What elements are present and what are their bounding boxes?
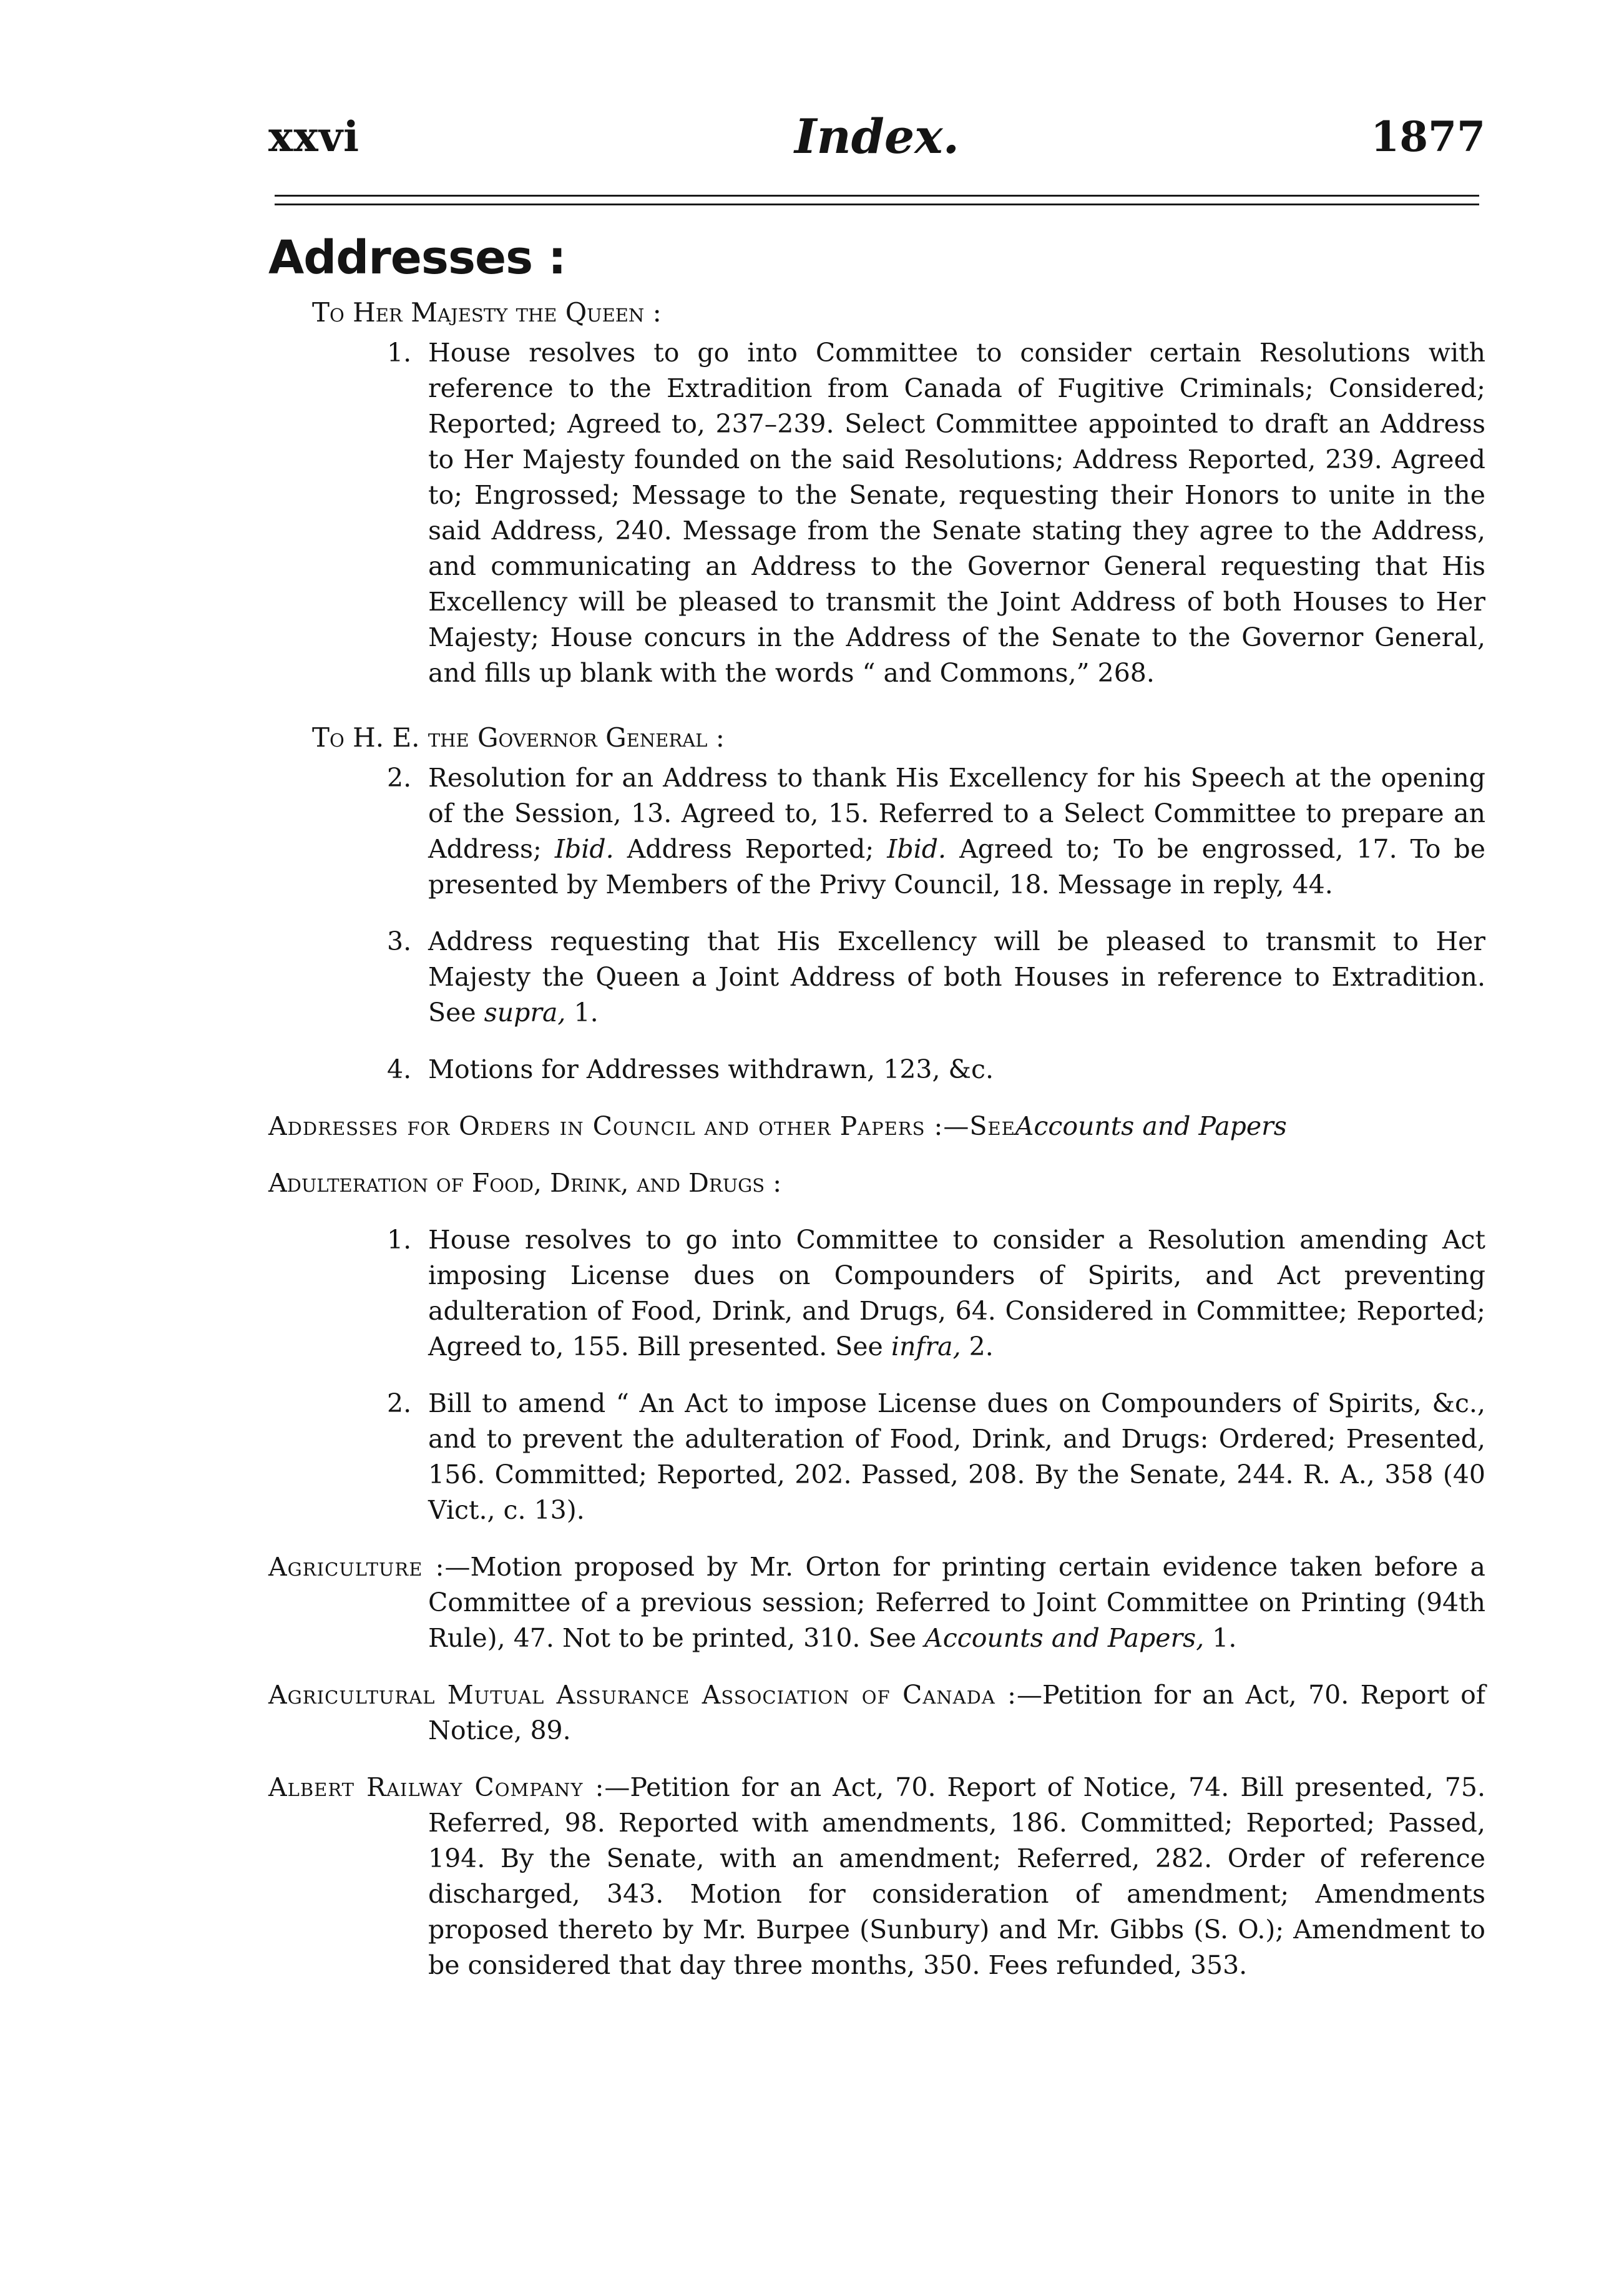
entry-number: 1. xyxy=(387,1225,412,1255)
subheading-governor: To H. E. the Governor General : xyxy=(312,722,725,753)
entry-text: —Petition for an Act, 70. Report of Notice, 74. Bill presented, 75. Referred, 98. Reported with amendments, 186. Committed; Reported; Passed, 194. By the Senate, with an amendment; Referred, 282. Order of reference discharged, 343. Motion for consideration of amendment; Amendments proposed thereto by Mr. Burpee (Sunbury) and Mr. Gibbs (S. O.); Amendment to be considered that day three months, 350. Fees refunded, 353. xyxy=(428,1772,1485,1980)
entry-text: Motions for Addresses withdrawn, 123, &c. xyxy=(428,1054,994,1084)
entry-heading: Addresses for Orders in Council and other Papers :—See xyxy=(268,1111,1015,1141)
year: 1877 xyxy=(1371,112,1485,161)
entry-heading: Agricultural Mutual Assurance Association of Canada : xyxy=(268,1680,1017,1710)
entry-text: Agreed to; To be engrossed, 17. To be presented by Members of the Privy Council, 18. Message in reply, 44. xyxy=(428,834,1485,900)
entry-text: 2. xyxy=(969,1332,994,1361)
entry-number: 4. xyxy=(387,1054,412,1084)
index-entry xyxy=(268,924,1485,1031)
index-entry xyxy=(268,1052,1485,1087)
entry-text: House resolves to go into Committee to consider a Resolution amending Act imposing License dues on Compounders of Spirits, and Act preventing adulteration of Food, Drink, and Drugs, 64. Considered in Committee; Reported; Agreed to, 155. Bill presented. See xyxy=(428,1225,1485,1361)
entry-text: —Petition for an Act, 70. Report of Notice, 89. xyxy=(428,1680,1485,1745)
entry-number: 1. xyxy=(387,338,412,368)
index-entry-orders xyxy=(268,1109,1485,1144)
running-title: Index. xyxy=(794,109,960,164)
subheading-queen: To Her Majesty the Queen : xyxy=(312,297,662,328)
index-entry xyxy=(268,335,1485,691)
supra-ref: supra, xyxy=(484,998,566,1028)
index-entry xyxy=(268,760,1485,903)
ibid-ref: Ibid. xyxy=(554,834,614,864)
entry-heading-adulteration: Adulteration of Food, Drink, and Drugs : xyxy=(268,1168,782,1198)
entry-text: Bill to amend “ An Act to impose License dues on Compounders of Spirits, &c., and to prevent the adulteration of Food, Drink, and Drugs: Ordered; Presented, 156. Committed; Reported, 202. Passed, 208. By the Senate, 244. R. A., 358 (40 Vict., c. 13). xyxy=(428,1388,1485,1525)
section-title: Addresses : xyxy=(268,231,566,285)
entry-text: —Motion proposed by Mr. Orton for printing certain evidence taken before a Committee of a previous session; Referred to Joint Committee on Printing (94th Rule), 47. Not to be printed, 310. See xyxy=(428,1552,1485,1653)
cross-reference: Accounts and Papers, xyxy=(924,1623,1205,1653)
infra-ref: infra, xyxy=(891,1332,961,1361)
entry-heading: Agriculture : xyxy=(268,1552,445,1582)
entry-text: House resolves to go into Committee to consider certain Resolutions with reference to the Extradition from Canada of Fugitive Criminals; Considered; Reported; Agreed to, 237–239. Select Committee appointed to draft an Address to Her Majesty founded on the said Resolutions; Address Reported, 239. Agreed to; Engrossed; Message to the Senate, requesting their Honors to unite in the said Address, 240. Message from the Senate stating they agree to the Address, and communicating an Address to the Governor General requesting that His Excellency will be pleased to transmit the Joint Address of both Houses to Her Majesty; House concurs in the Address of the Senate to the Governor General, and fills up blank with the words “ and Commons,” 268. xyxy=(428,338,1485,688)
page-number: xxvi xyxy=(268,112,360,161)
index-entry-agriculture xyxy=(268,1549,1485,1656)
entry-text: Resolution for an Address to thank His Excellency for his Speech at the opening of the Session, 13. Agreed to, 15. Referred to a Select Committee to prepare an Address; xyxy=(428,763,1485,864)
entry-text: Address Reported; xyxy=(627,834,874,864)
index-body xyxy=(268,231,1485,2004)
entry-number: 2. xyxy=(387,763,412,793)
entry-text: 1. xyxy=(1212,1623,1237,1653)
index-entry xyxy=(268,1222,1485,1365)
index-entry-agricultural-mutual xyxy=(268,1677,1485,1749)
entry-text: 1. xyxy=(574,998,599,1028)
index-entry-albert-railway xyxy=(268,1770,1485,1983)
running-header xyxy=(268,106,1485,175)
entry-text: Address requesting that His Excellency will be pleased to transmit to Her Majesty the Queen a Joint Address of both Houses in reference to Extradition. See xyxy=(428,926,1485,1028)
cross-reference: Accounts and Papers xyxy=(1015,1111,1287,1141)
entry-number: 3. xyxy=(387,926,412,956)
entry-number: 2. xyxy=(387,1388,412,1418)
header-rule xyxy=(275,195,1479,197)
ibid-ref: Ibid. xyxy=(887,834,947,864)
entry-heading: Albert Railway Company : xyxy=(268,1772,605,1802)
header-rule-lower xyxy=(275,204,1479,205)
index-entry xyxy=(268,1386,1485,1528)
